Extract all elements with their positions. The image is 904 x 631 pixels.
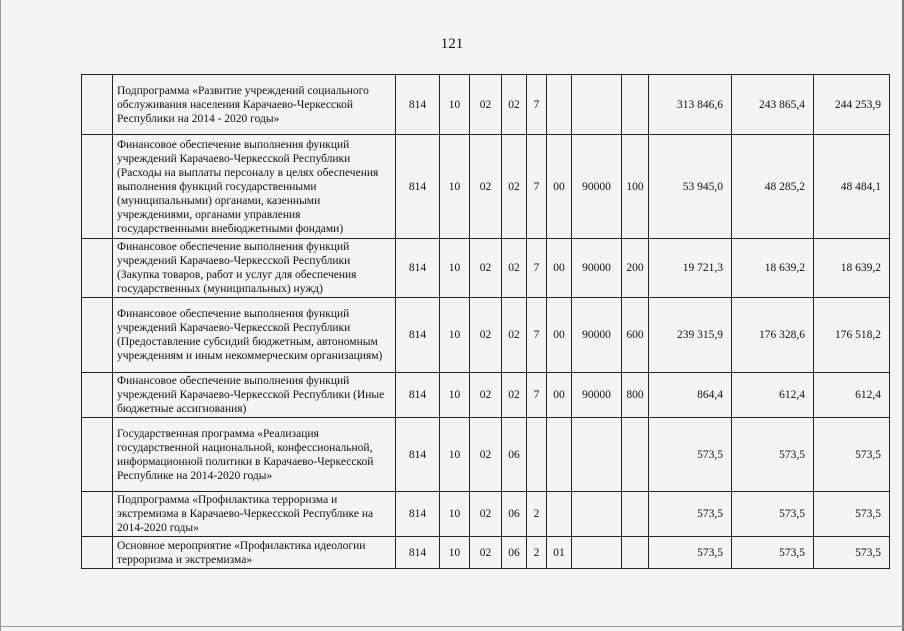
podrazdel-cell: 02 [470, 298, 502, 373]
vr-cell [622, 75, 649, 135]
table-body [82, 75, 890, 569]
subprogram-cell: 7 [527, 135, 547, 239]
index-cell [82, 492, 113, 537]
sum-2018-cell: 573,5 [649, 418, 732, 492]
name-cell: Основное мероприятие «Профилактика идеологии терроризма и экстремизма» [113, 537, 396, 569]
name-cell: Финансовое обеспечение выполнения функций учреждений Карачаево-Черкесской Республики (Расходы на выплаты персоналу в целях обеспечения выполнения функций государственными (муниципальными) органами, казенными учреждениями, органами управления государственными внебюджетными фондами) [113, 135, 396, 239]
sum-2020-cell: 176 518,2 [814, 298, 890, 373]
razdel-cell: 10 [440, 298, 470, 373]
subprogram-cell: 7 [527, 239, 547, 298]
code-cell: 814 [396, 373, 440, 418]
sum-2020-cell: 573,5 [814, 418, 890, 492]
event-cell: 00 [547, 239, 572, 298]
razdel-cell: 10 [440, 373, 470, 418]
vr-cell: 600 [622, 298, 649, 373]
razdel-cell: 10 [440, 418, 470, 492]
podrazdel-cell: 02 [470, 537, 502, 569]
index-cell [82, 537, 113, 569]
program-cell: 02 [502, 135, 527, 239]
index-cell [82, 373, 113, 418]
subprogram-cell [527, 418, 547, 492]
budget-table [81, 74, 890, 569]
program-cell: 06 [502, 418, 527, 492]
code-cell: 814 [396, 492, 440, 537]
sum-2019-cell: 573,5 [732, 492, 814, 537]
event-cell [547, 492, 572, 537]
vr-cell [622, 492, 649, 537]
razdel-cell: 10 [440, 537, 470, 569]
sum-2018-cell: 573,5 [649, 492, 732, 537]
sum-2019-cell: 176 328,6 [732, 298, 814, 373]
vr-cell: 800 [622, 373, 649, 418]
code-cell: 814 [396, 135, 440, 239]
name-cell: Финансовое обеспечение выполнения функций учреждений Карачаево-Черкесской Республики (Предоставление субсидий бюджетным, автономным учреждениям и иным некоммерческим организациям) [113, 298, 396, 373]
direction-cell [572, 537, 622, 569]
program-cell: 02 [502, 239, 527, 298]
page-number: 121 [440, 36, 464, 52]
vr-cell: 200 [622, 239, 649, 298]
sum-2018-cell: 19 721,3 [649, 239, 732, 298]
razdel-cell: 10 [440, 75, 470, 135]
sum-2019-cell: 243 865,4 [732, 75, 814, 135]
table-row [82, 492, 890, 537]
program-cell: 02 [502, 373, 527, 418]
code-cell: 814 [396, 75, 440, 135]
table-row [82, 537, 890, 569]
direction-cell: 90000 [572, 135, 622, 239]
code-cell: 814 [396, 239, 440, 298]
sum-2020-cell: 573,5 [814, 537, 890, 569]
subprogram-cell: 2 [527, 492, 547, 537]
podrazdel-cell: 02 [470, 418, 502, 492]
sum-2018-cell: 313 846,6 [649, 75, 732, 135]
event-cell: 00 [547, 298, 572, 373]
sum-2020-cell: 244 253,9 [814, 75, 890, 135]
sum-2019-cell: 573,5 [732, 418, 814, 492]
sum-2020-cell: 48 484,1 [814, 135, 890, 239]
subprogram-cell: 7 [527, 298, 547, 373]
index-cell [82, 135, 113, 239]
sum-2018-cell: 864,4 [649, 373, 732, 418]
table-row [82, 373, 890, 418]
razdel-cell: 10 [440, 492, 470, 537]
code-cell: 814 [396, 537, 440, 569]
event-cell: 01 [547, 537, 572, 569]
code-cell: 814 [396, 298, 440, 373]
direction-cell: 90000 [572, 298, 622, 373]
name-cell: Финансовое обеспечение выполнения функций учреждений Карачаево-Черкесской Республики (Закупка товаров, работ и услуг для обеспечения государственных (муниципальных) нужд) [113, 239, 396, 298]
name-cell: Финансовое обеспечение выполнения функций учреждений Карачаево-Черкесской Республики (Иные бюджетные ассигнования) [113, 373, 396, 418]
subprogram-cell: 7 [527, 373, 547, 418]
index-cell [82, 418, 113, 492]
sum-2019-cell: 18 639,2 [732, 239, 814, 298]
index-cell [82, 239, 113, 298]
sum-2019-cell: 573,5 [732, 537, 814, 569]
razdel-cell: 10 [440, 135, 470, 239]
sum-2018-cell: 573,5 [649, 537, 732, 569]
sum-2020-cell: 18 639,2 [814, 239, 890, 298]
program-cell: 06 [502, 492, 527, 537]
table-row [82, 418, 890, 492]
subprogram-cell: 7 [527, 75, 547, 135]
program-cell: 02 [502, 298, 527, 373]
event-cell: 00 [547, 135, 572, 239]
sum-2019-cell: 612,4 [732, 373, 814, 418]
table-row [82, 298, 890, 373]
direction-cell: 90000 [572, 239, 622, 298]
direction-cell: 90000 [572, 373, 622, 418]
table-row [82, 239, 890, 298]
event-cell [547, 418, 572, 492]
name-cell: Подпрограмма «Развитие учреждений социального обслуживания населения Карачаево-Черкесской Республики на 2014 - 2020 годы» [113, 75, 396, 135]
vr-cell [622, 418, 649, 492]
program-cell: 06 [502, 537, 527, 569]
podrazdel-cell: 02 [470, 373, 502, 418]
sum-2020-cell: 573,5 [814, 492, 890, 537]
podrazdel-cell: 02 [470, 492, 502, 537]
name-cell: Государственная программа «Реализация государственной национальной, конфессиональной, информационной политики в Карачаево-Черкесской Республике на 2014-2020 годы» [113, 418, 396, 492]
podrazdel-cell: 02 [470, 75, 502, 135]
direction-cell [572, 75, 622, 135]
razdel-cell: 10 [440, 239, 470, 298]
podrazdel-cell: 02 [470, 135, 502, 239]
sum-2018-cell: 53 945,0 [649, 135, 732, 239]
event-cell: 00 [547, 373, 572, 418]
table-row [82, 75, 890, 135]
event-cell [547, 75, 572, 135]
podrazdel-cell: 02 [470, 239, 502, 298]
table-row [82, 135, 890, 239]
vr-cell [622, 537, 649, 569]
program-cell: 02 [502, 75, 527, 135]
page-edge-left [0, 0, 1, 631]
direction-cell [572, 418, 622, 492]
index-cell [82, 75, 113, 135]
code-cell: 814 [396, 418, 440, 492]
sum-2020-cell: 612,4 [814, 373, 890, 418]
name-cell: Подпрограмма «Профилактика терроризма и экстремизма в Карачаево-Черкесской Республике на 2014-2020 годы» [113, 492, 396, 537]
direction-cell [572, 492, 622, 537]
index-cell [82, 298, 113, 373]
page-edge-bottom [0, 626, 904, 627]
sum-2019-cell: 48 285,2 [732, 135, 814, 239]
subprogram-cell: 2 [527, 537, 547, 569]
sum-2018-cell: 239 315,9 [649, 298, 732, 373]
vr-cell: 100 [622, 135, 649, 239]
